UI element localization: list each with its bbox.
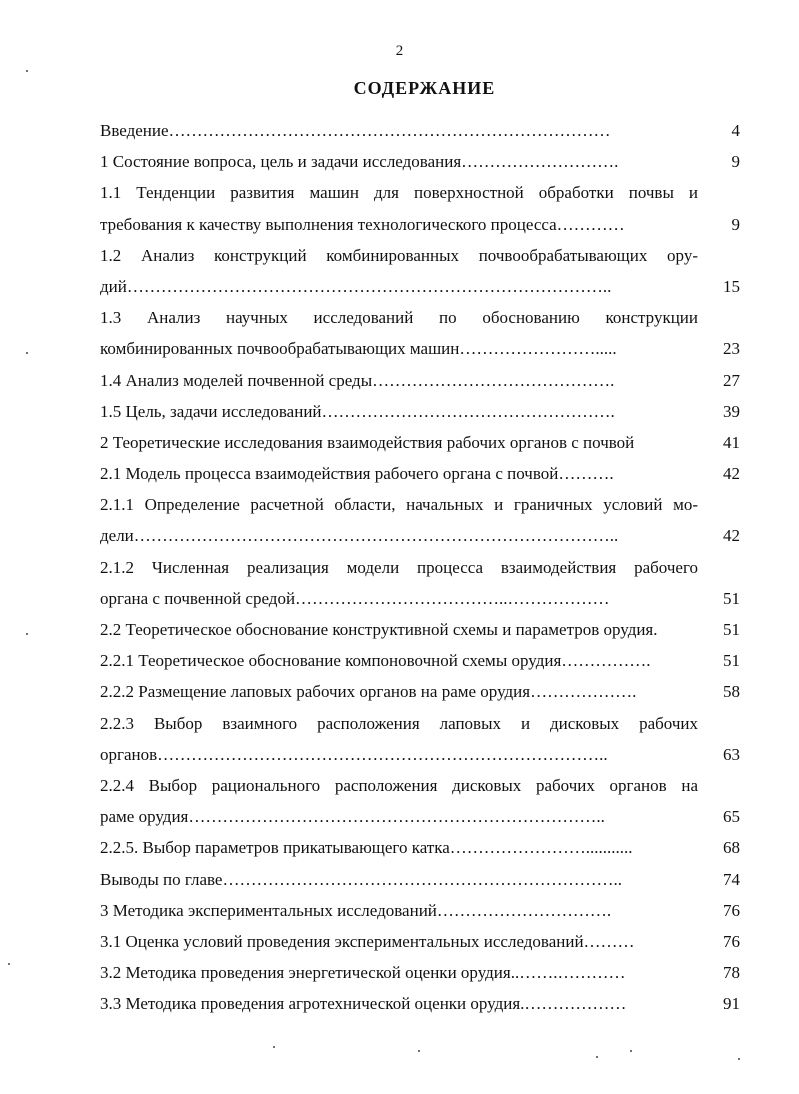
toc-line [100, 617, 740, 643]
toc-page-number: 27 [723, 370, 740, 390]
toc-line [100, 742, 740, 768]
toc-entry-text: 2.2.5. Выбор параметров прикатывающего катка……………………........... [100, 838, 633, 858]
toc-page-number: 58 [723, 682, 740, 702]
toc-page-number: 51 [723, 651, 740, 671]
toc-line [100, 274, 740, 300]
toc-entry [100, 773, 740, 835]
toc-line [100, 430, 740, 456]
toc-entry [100, 555, 740, 617]
toc-entry-text: 3 Методика экспериментальных исследований…………………………. [100, 900, 612, 920]
toc-entry [100, 711, 740, 773]
toc-line [100, 929, 740, 955]
toc-line [100, 118, 740, 144]
toc-line [100, 243, 740, 269]
toc-entry [100, 929, 740, 960]
toc-entry [100, 898, 740, 929]
page-title: СОДЕРЖАНИЕ [353, 78, 496, 98]
toc-line [100, 586, 740, 612]
toc-line [100, 212, 740, 238]
toc-entry [100, 430, 740, 461]
toc-entry [100, 149, 740, 180]
toc-page-number: 76 [723, 931, 740, 951]
toc-line [100, 492, 740, 518]
toc-line [100, 336, 740, 362]
toc-entry-text: 2.2.3 Выбор взаимного расположения лаповых и дисковых рабочих [100, 713, 698, 733]
toc-entry-text: дий………………………………………………………………………….. [100, 276, 612, 296]
toc-line [100, 804, 740, 830]
toc-line [100, 368, 740, 394]
toc-entry [100, 960, 740, 991]
toc-entry-text: 1.4 Анализ моделей почвенной среды……………………………………. [100, 370, 615, 390]
toc-entry-text: 1 Состояние вопроса, цель и задачи исследования………………………. [100, 152, 619, 172]
toc-entry-text: органов…………………………………………………………………….. [100, 744, 608, 764]
toc-entry-text: 3.1 Оценка условий проведения экспериментальных исследований……… [100, 931, 635, 951]
toc-entry-text: 2 Теоретические исследования взаимодействия рабочих органов с почвой [100, 432, 635, 452]
toc-line [100, 773, 740, 799]
toc-page-number: 23 [723, 339, 740, 359]
toc-entry-text: органа с почвенной средой………………………………..……………… [100, 588, 610, 608]
toc-entry [100, 368, 740, 399]
toc-entry-text: комбинированных почвообрабатывающих машин……………………..... [100, 339, 617, 359]
toc-line [100, 399, 740, 425]
toc-entry [100, 867, 740, 898]
toc-page-number: 91 [723, 994, 740, 1014]
toc-line [100, 867, 740, 893]
toc-entry-text: 2.2 Теоретическое обоснование конструктивной схемы и параметров орудия. [100, 620, 658, 639]
toc-page-number: 9 [731, 214, 740, 234]
toc-entry [100, 118, 740, 149]
toc-page-number: 9 [731, 152, 740, 172]
toc-entry [100, 305, 740, 367]
toc-line [100, 835, 740, 861]
toc-page-number: 15 [723, 276, 740, 296]
toc-entry [100, 399, 740, 430]
toc-page-number: 76 [723, 900, 740, 920]
toc-line [100, 461, 740, 487]
toc-line [100, 555, 740, 581]
toc-entry-text: 3.2 Методика проведения энергетической оценки орудия..…….………… [100, 963, 626, 983]
toc-entry-text: дели………………………………………………………………………….. [100, 526, 619, 546]
scan-speck [738, 1058, 740, 1060]
toc-entry [100, 991, 740, 1022]
toc-page-number: 78 [723, 963, 740, 983]
page-number: 2 [395, 43, 404, 59]
scan-speck [26, 70, 28, 72]
toc-page-number: 63 [723, 744, 740, 764]
toc-entry-text: 3.3 Методика проведения агротехнической оценки орудия.……………… [100, 994, 627, 1014]
toc-line [100, 679, 740, 705]
table-of-contents [100, 118, 740, 1022]
toc-line [100, 991, 740, 1017]
toc-entry-text: требования к качеству выполнения технологического процесса………… [100, 214, 625, 234]
toc-entry-text: 2.2.2 Размещение лаповых рабочих органов на раме орудия………………. [100, 682, 637, 702]
scan-speck [273, 1046, 275, 1048]
toc-entry-text: 2.1.2 Численная реализация модели процесса взаимодействия рабочего [100, 557, 698, 577]
toc-entry-text: Введение…………………………………………………………………… [100, 121, 611, 140]
toc-entry-text: Выводы по главе…………………………………………………………….. [100, 869, 622, 889]
toc-line [100, 305, 740, 331]
toc-entry [100, 648, 740, 679]
toc-page-number: 42 [723, 464, 740, 484]
toc-page-number: 51 [723, 588, 740, 608]
toc-line [100, 149, 740, 175]
toc-page-number: 39 [723, 401, 740, 421]
scan-speck [596, 1056, 598, 1058]
toc-page-number: 68 [723, 838, 740, 858]
toc-page-number: 4 [731, 121, 740, 140]
toc-entry [100, 492, 740, 554]
toc-entry-text: 1.3 Анализ научных исследований по обоснованию конструкции [100, 308, 698, 328]
toc-entry [100, 243, 740, 305]
toc-page-number: 74 [723, 869, 740, 889]
toc-entry-text: 2.1 Модель процесса взаимодействия рабочего органа с почвой………. [100, 464, 614, 484]
toc-entry [100, 180, 740, 242]
toc-page-number: 65 [723, 807, 740, 827]
toc-entry [100, 835, 740, 866]
scan-speck [418, 1050, 420, 1052]
toc-line [100, 898, 740, 924]
toc-line [100, 711, 740, 737]
scan-speck [26, 352, 28, 354]
toc-line [100, 648, 740, 674]
toc-entry-text: 2.2.1 Теоретическое обоснование компоновочной схемы орудия……………. [100, 651, 651, 671]
toc-line [100, 523, 740, 549]
scan-speck [630, 1050, 632, 1052]
scan-speck [26, 633, 28, 635]
toc-page-number: 42 [723, 526, 740, 546]
toc-page-number: 41 [723, 432, 740, 452]
toc-entry [100, 617, 740, 648]
toc-entry-text: 1.2 Анализ конструкций комбинированных почвообрабатывающих ору- [100, 245, 698, 265]
toc-line [100, 180, 740, 206]
toc-entry [100, 461, 740, 492]
toc-entry-text: 1.1 Тенденции развития машин для поверхностной обработки почвы и [100, 183, 698, 203]
scan-speck [8, 963, 10, 965]
toc-entry-text: 2.2.4 Выбор рационального расположения дисковых рабочих органов на [100, 775, 698, 795]
toc-entry [100, 679, 740, 710]
toc-entry-text: 1.5 Цель, задачи исследований……………………………………………. [100, 401, 615, 421]
toc-line [100, 960, 740, 986]
toc-entry-text: 2.1.1 Определение расчетной области, начальных и граничных условий мо- [100, 495, 698, 515]
toc-entry-text: раме орудия……………………………………………………………….. [100, 807, 605, 827]
toc-page-number: 51 [723, 620, 740, 639]
